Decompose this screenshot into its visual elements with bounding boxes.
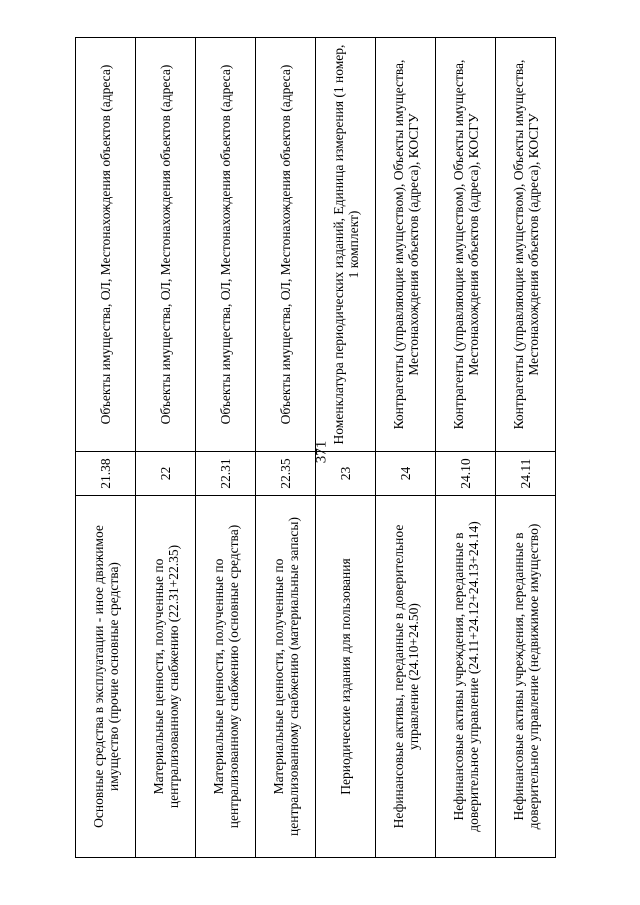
account-code-cell: 24.11 — [496, 452, 556, 496]
table-container — [75, 38, 555, 858]
analytics-cell: Объекты имущества, ОЛ, Местонахождения объектов (адреса) — [76, 38, 136, 452]
analytics-cell: Контрагенты (управляющие имуществом), Объекты имущества, Местонахождения объектов (адреса), КОСГУ — [496, 38, 556, 452]
account-code-cell: 24.10 — [436, 452, 496, 496]
account-name-cell: Материальные ценности, полученные по централизованному снабжению (основные средства) — [196, 496, 256, 858]
account-name-cell: Нефинансовые активы учреждения, переданные в доверительное управление (недвижимое имущество) — [496, 496, 556, 858]
analytics-cell: Контрагенты (управляющие имуществом), Объекты имущества, Местонахождения объектов (адреса), КОСГУ — [376, 38, 436, 452]
account-name-cell: Нефинансовые активы учреждения, переданные в доверительное управление (24.11+24.12+24.13+24.14) — [436, 496, 496, 858]
page-number: 371 — [313, 440, 330, 464]
account-name-cell: Периодические издания для пользования — [316, 496, 376, 858]
table-row — [256, 38, 316, 858]
account-code-cell: 23 — [316, 452, 376, 496]
analytics-cell: Контрагенты (управляющие имуществом), Объекты имущества, Местонахождения объектов (адреса), КОСГУ — [436, 38, 496, 452]
table-row — [76, 38, 136, 858]
table-row — [436, 38, 496, 858]
account-name-cell: Нефинансовые активы, переданные в доверительное управление (24.10+24.50) — [376, 496, 436, 858]
account-code-cell: 24 — [376, 452, 436, 496]
analytics-cell: Номенклатура периодических изданий, Единица измерения (1 номер, 1 комплект) — [316, 38, 376, 452]
table-row — [196, 38, 256, 858]
account-name-cell: Материальные ценности, полученные по централизованному снабжению (материальные запасы) — [256, 496, 316, 858]
account-code-cell: 21.38 — [76, 452, 136, 496]
table-row — [376, 38, 436, 858]
account-name-cell: Материальные ценности, полученные по централизованному снабжению (22.31+22.35) — [136, 496, 196, 858]
account-code-cell: 22 — [136, 452, 196, 496]
analytics-cell: Объекты имущества, ОЛ, Местонахождения объектов (адреса) — [196, 38, 256, 452]
account-code-cell: 22.31 — [196, 452, 256, 496]
rotated-table-frame — [75, 38, 555, 858]
account-code-cell: 22.35 — [256, 452, 316, 496]
table-row — [316, 38, 376, 858]
table-row — [136, 38, 196, 858]
analytics-cell: Объекты имущества, ОЛ, Местонахождения объектов (адреса) — [136, 38, 196, 452]
account-name-cell: Основные средства в эксплуатации - иное движимое имущество (прочие основные средства) — [76, 496, 136, 858]
analytics-cell: Объекты имущества, ОЛ, Местонахождения объектов (адреса) — [256, 38, 316, 452]
table-row — [496, 38, 556, 858]
accounts-table — [75, 37, 556, 858]
